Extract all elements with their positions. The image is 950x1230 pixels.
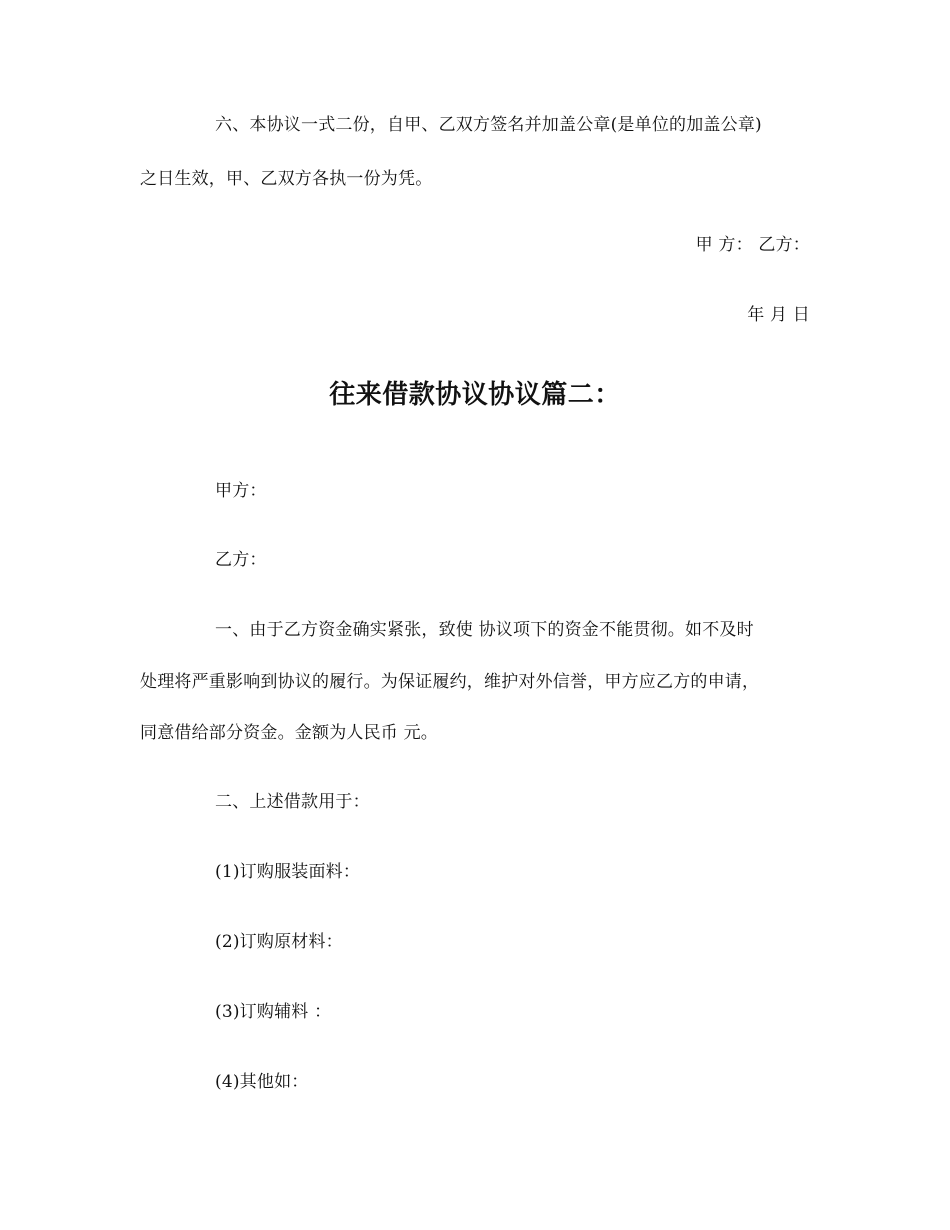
use-item-4: (4)其他如： [215,1072,309,1092]
clause-1-line-1: 一、由于乙方资金确实紧张，致使 协议项下的资金不能贯彻。如不及时 [215,620,754,640]
party-b-label: 乙方： [215,550,267,570]
clause-6-line-2: 之日生效，甲、乙双方各执一份为凭。 [140,169,433,189]
clause-1-line-3: 同意借给部分资金。金额为人民币 元。 [140,723,439,743]
date-line: 年 月 日 [747,305,810,325]
use-item-3: (3)订购辅料 ： [215,1002,332,1022]
use-item-1: (1)订购服装面料： [215,862,361,882]
clause-1-line-2: 处理将严重影响到协议的履行。为保证履约，维护对外信誉，甲方应乙方的申请， [140,672,760,692]
clause-2-heading: 二、上述借款用于： [215,792,370,812]
signature-line: 甲 方： 乙方： [695,235,810,255]
section-title: 往来借款协议协议篇二： [329,380,621,410]
use-item-2: (2)订购原材料： [215,932,343,952]
clause-6-line-1: 六、本协议一式二份，自甲、乙双方签名并加盖公章(是单位的加盖公章) [215,115,762,135]
party-a-label: 甲方： [215,481,267,501]
